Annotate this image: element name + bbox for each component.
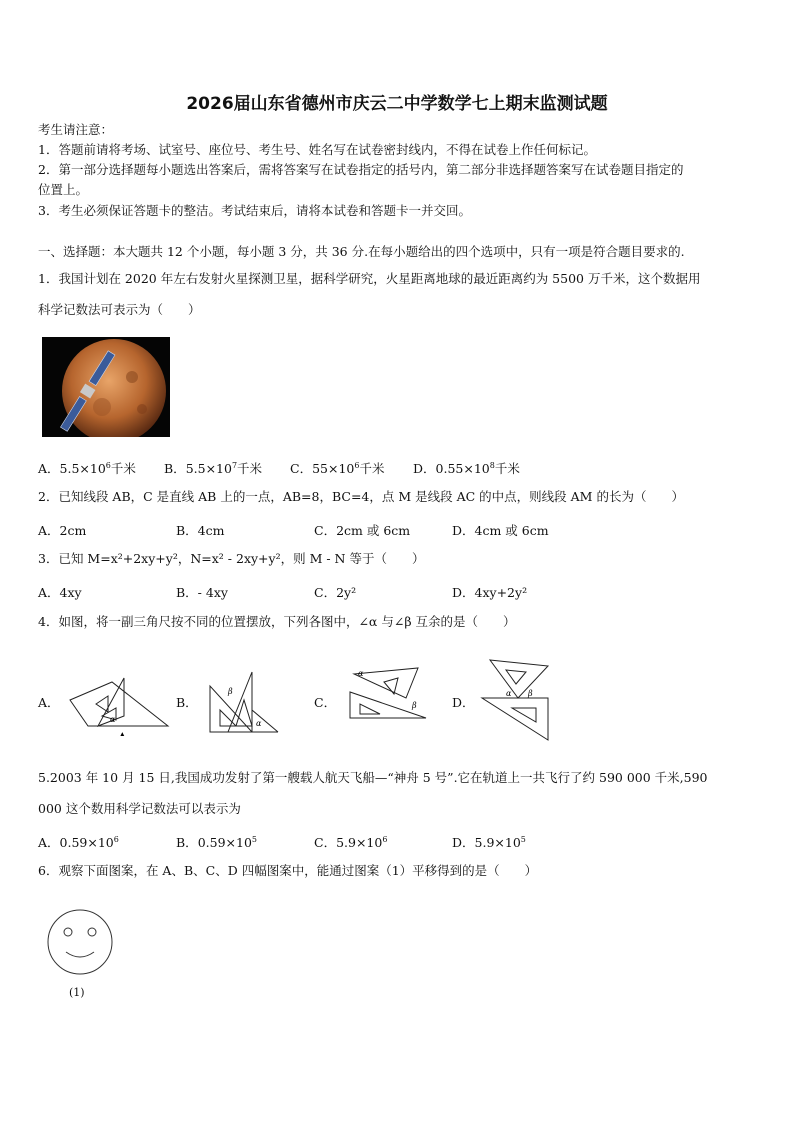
q4-stem: 4．如图，将一副三角尺按不同的位置摆放，下列各图中，∠α 与∠β 互余的是（ ）	[38, 614, 516, 629]
q4-option-a[interactable]: A．	[38, 695, 60, 710]
q4-figure-d	[478, 656, 554, 742]
page-title: 2026届山东省德州市庆云二中学数学七上期末监测试题	[186, 94, 608, 114]
q2-option-c[interactable]: C．2cm 或 6cm	[314, 523, 411, 538]
q3-option-a[interactable]: A．4xy	[38, 585, 82, 600]
notice-item-2: 2．第一部分选择题每小题选出答案后，需将答案写在试卷指定的括号内，第二部分非选择题答案写在试卷题目指定的	[38, 162, 684, 177]
q4-figure-c	[346, 664, 432, 738]
q5-option-b[interactable]: B．$0.59\times 10^5$	[176, 835, 257, 850]
figure-caption: (1)	[69, 986, 85, 999]
svg-text:▲: ▲	[120, 731, 125, 736]
mars-image	[42, 337, 170, 437]
q5-option-a[interactable]: A．$0.59\times 10^6$	[38, 835, 119, 850]
q6-stem: 6．观察下面图案，在 A、B、C、D 四幅图案中，能通过图案（1）平移得到的是（ ）	[38, 863, 538, 878]
q5-option-d[interactable]: D．$5.9\times 10^5$	[452, 835, 526, 850]
notice-heading: 考生请注意：	[38, 122, 114, 137]
svg-text:α: α	[256, 719, 262, 728]
q4-figure-b	[206, 670, 282, 736]
q5-stem-line2: 000 这个数用科学记数法可以表示为	[38, 801, 241, 816]
q3-option-b[interactable]: B．- 4xy	[176, 585, 228, 600]
svg-text:β: β	[528, 689, 533, 698]
smiley-face-figure	[44, 906, 116, 978]
q2-stem: 2．已知线段 AB，C 是直线 AB 上的一点，AB=8，BC=4，点 M 是线段 AC 的中点，则线段 AM 的长为（ ）	[38, 489, 684, 504]
svg-text:α: α	[110, 715, 116, 724]
q3-option-c[interactable]: C．2y²	[314, 585, 357, 600]
q2-option-b[interactable]: B．4cm	[176, 523, 225, 538]
q5-option-c[interactable]: C．$5.9\times 10^6$	[314, 835, 388, 850]
q4-option-c[interactable]: C．	[314, 695, 337, 710]
q3-stem: 3．已知 M=x²+2xy+y²，N=x² - 2xy+y²，则 M - N 等于（ ）	[38, 551, 425, 566]
q4-option-b[interactable]: B．	[176, 695, 198, 710]
svg-text:α: α	[358, 669, 364, 678]
svg-text:β: β	[412, 701, 417, 710]
q1-stem-line2: 科学记数法可表示为（ ）	[38, 302, 201, 317]
q4-option-d[interactable]: D．	[452, 695, 475, 710]
q1-option-b[interactable]: B．$5.5\times 10^7$千米	[164, 461, 263, 476]
svg-text:α: α	[506, 689, 512, 698]
q5-stem-line1: 5.2003 年 10 月 15 日,我国成功发射了第一艘载人航天飞船—“神舟 5 号”.它在轨道上一共飞行了约 590 000 千米,590	[38, 770, 708, 785]
q1-option-d[interactable]: D．$0.55\times 10^8$千米	[413, 461, 520, 476]
notice-item-2-cont: 位置上。	[38, 182, 89, 197]
notice-item-1: 1．答题前请将考场、试室号、座位号、考生号、姓名写在试卷密封线内，不得在试卷上作任何标记。	[38, 142, 596, 157]
svg-text:β: β	[228, 687, 233, 696]
q3-option-d[interactable]: D．4xy+2y²	[452, 585, 528, 600]
q1-stem-line1: 1．我国计划在 2020 年左右发射火星探测卫星，据科学研究，火星距离地球的最近距离约为 5500 万千米，这个数据用	[38, 271, 701, 286]
q2-option-d[interactable]: D．4cm 或 6cm	[452, 523, 549, 538]
q4-figure-a	[68, 676, 172, 736]
section-heading: 一、选择题：本大题共 12 个小题，每小题 3 分，共 36 分.在每小题给出的四个选项中，只有一项是符合题目要求的.	[38, 244, 685, 259]
q1-option-a[interactable]: A．$5.5\times 10^6$千米	[38, 461, 136, 476]
q2-option-a[interactable]: A．2cm	[38, 523, 87, 538]
q1-option-c[interactable]: C．$55\times 10^6$千米	[290, 461, 385, 476]
notice-item-3: 3．考生必须保证答题卡的整洁。考试结束后，请将本试卷和答题卡一并交回。	[38, 203, 471, 218]
